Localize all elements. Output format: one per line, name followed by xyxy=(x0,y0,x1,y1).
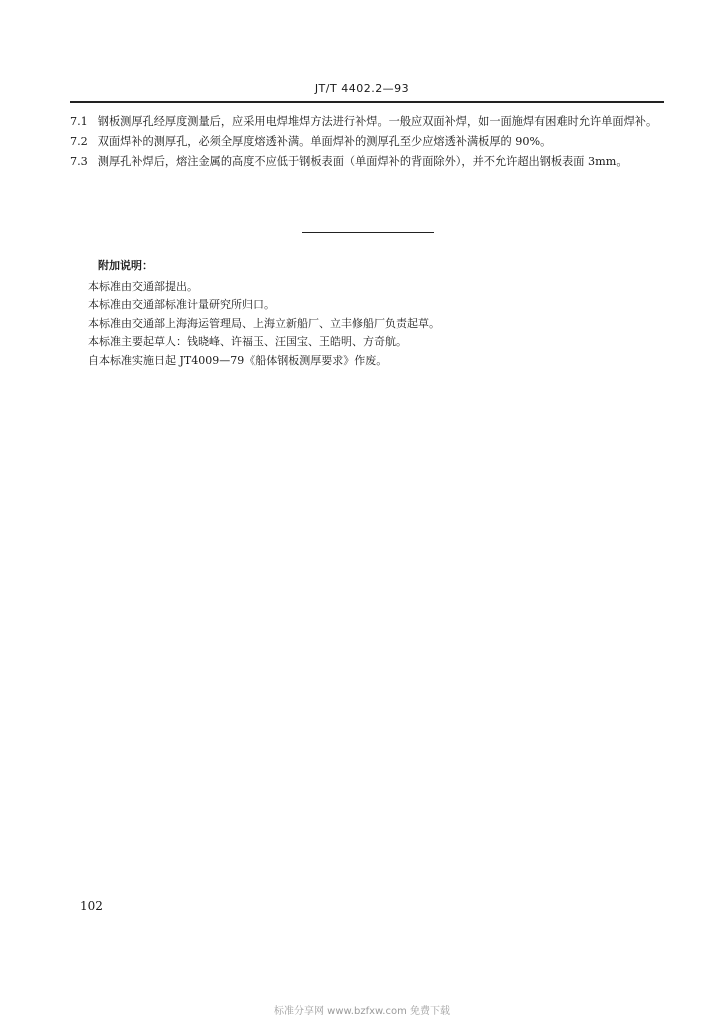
notes-line: 本标准由交通部提出。 xyxy=(88,279,198,293)
site-watermark: 标准分享网 www.bzfxw.com 免费下载 xyxy=(274,1006,450,1017)
clause-7-3 xyxy=(70,152,666,172)
clause-list xyxy=(70,112,666,172)
notes-line: 自本标准实施日起 JT4009—79《船体钢板测厚要求》作废。 xyxy=(88,353,388,367)
clause-text: 双面焊补的测厚孔，必须全厚度熔透补满。单面焊补的测厚孔至少应熔透补满板厚的 90%。 xyxy=(97,135,552,148)
additional-notes xyxy=(88,257,648,370)
notes-line: 本标准由交通部上海海运管理局、上海立新船厂、立丰修船厂负责起草。 xyxy=(88,316,440,330)
section-separator xyxy=(302,232,434,233)
header-rule xyxy=(70,101,664,103)
clause-7-2 xyxy=(70,132,666,152)
clause-number: 7.2 xyxy=(70,135,88,148)
clause-text: 测厚孔补焊后，熔注金属的高度不应低于钢板表面（单面焊补的背面除外），并不允许超出钢板表面 3mm。 xyxy=(97,155,628,168)
clause-number: 7.1 xyxy=(70,115,88,128)
clause-text: 钢板测厚孔经厚度测量后，应采用电焊堆焊方法进行补焊。一般应双面补焊，如一面施焊有困难时允许单面焊补。 xyxy=(97,115,658,128)
standard-code: JT/T 4402.2—93 xyxy=(314,82,410,95)
page-number: 102 xyxy=(80,899,103,913)
notes-title: 附加说明： xyxy=(98,259,153,272)
notes-line: 本标准由交通部标准计量研究所归口。 xyxy=(88,298,275,311)
notes-line: 本标准主要起草人：钱晓峰、许福玉、汪国宝、王皓明、方奇航。 xyxy=(88,335,407,348)
clause-7-1 xyxy=(70,112,666,132)
clause-number: 7.3 xyxy=(70,155,88,168)
